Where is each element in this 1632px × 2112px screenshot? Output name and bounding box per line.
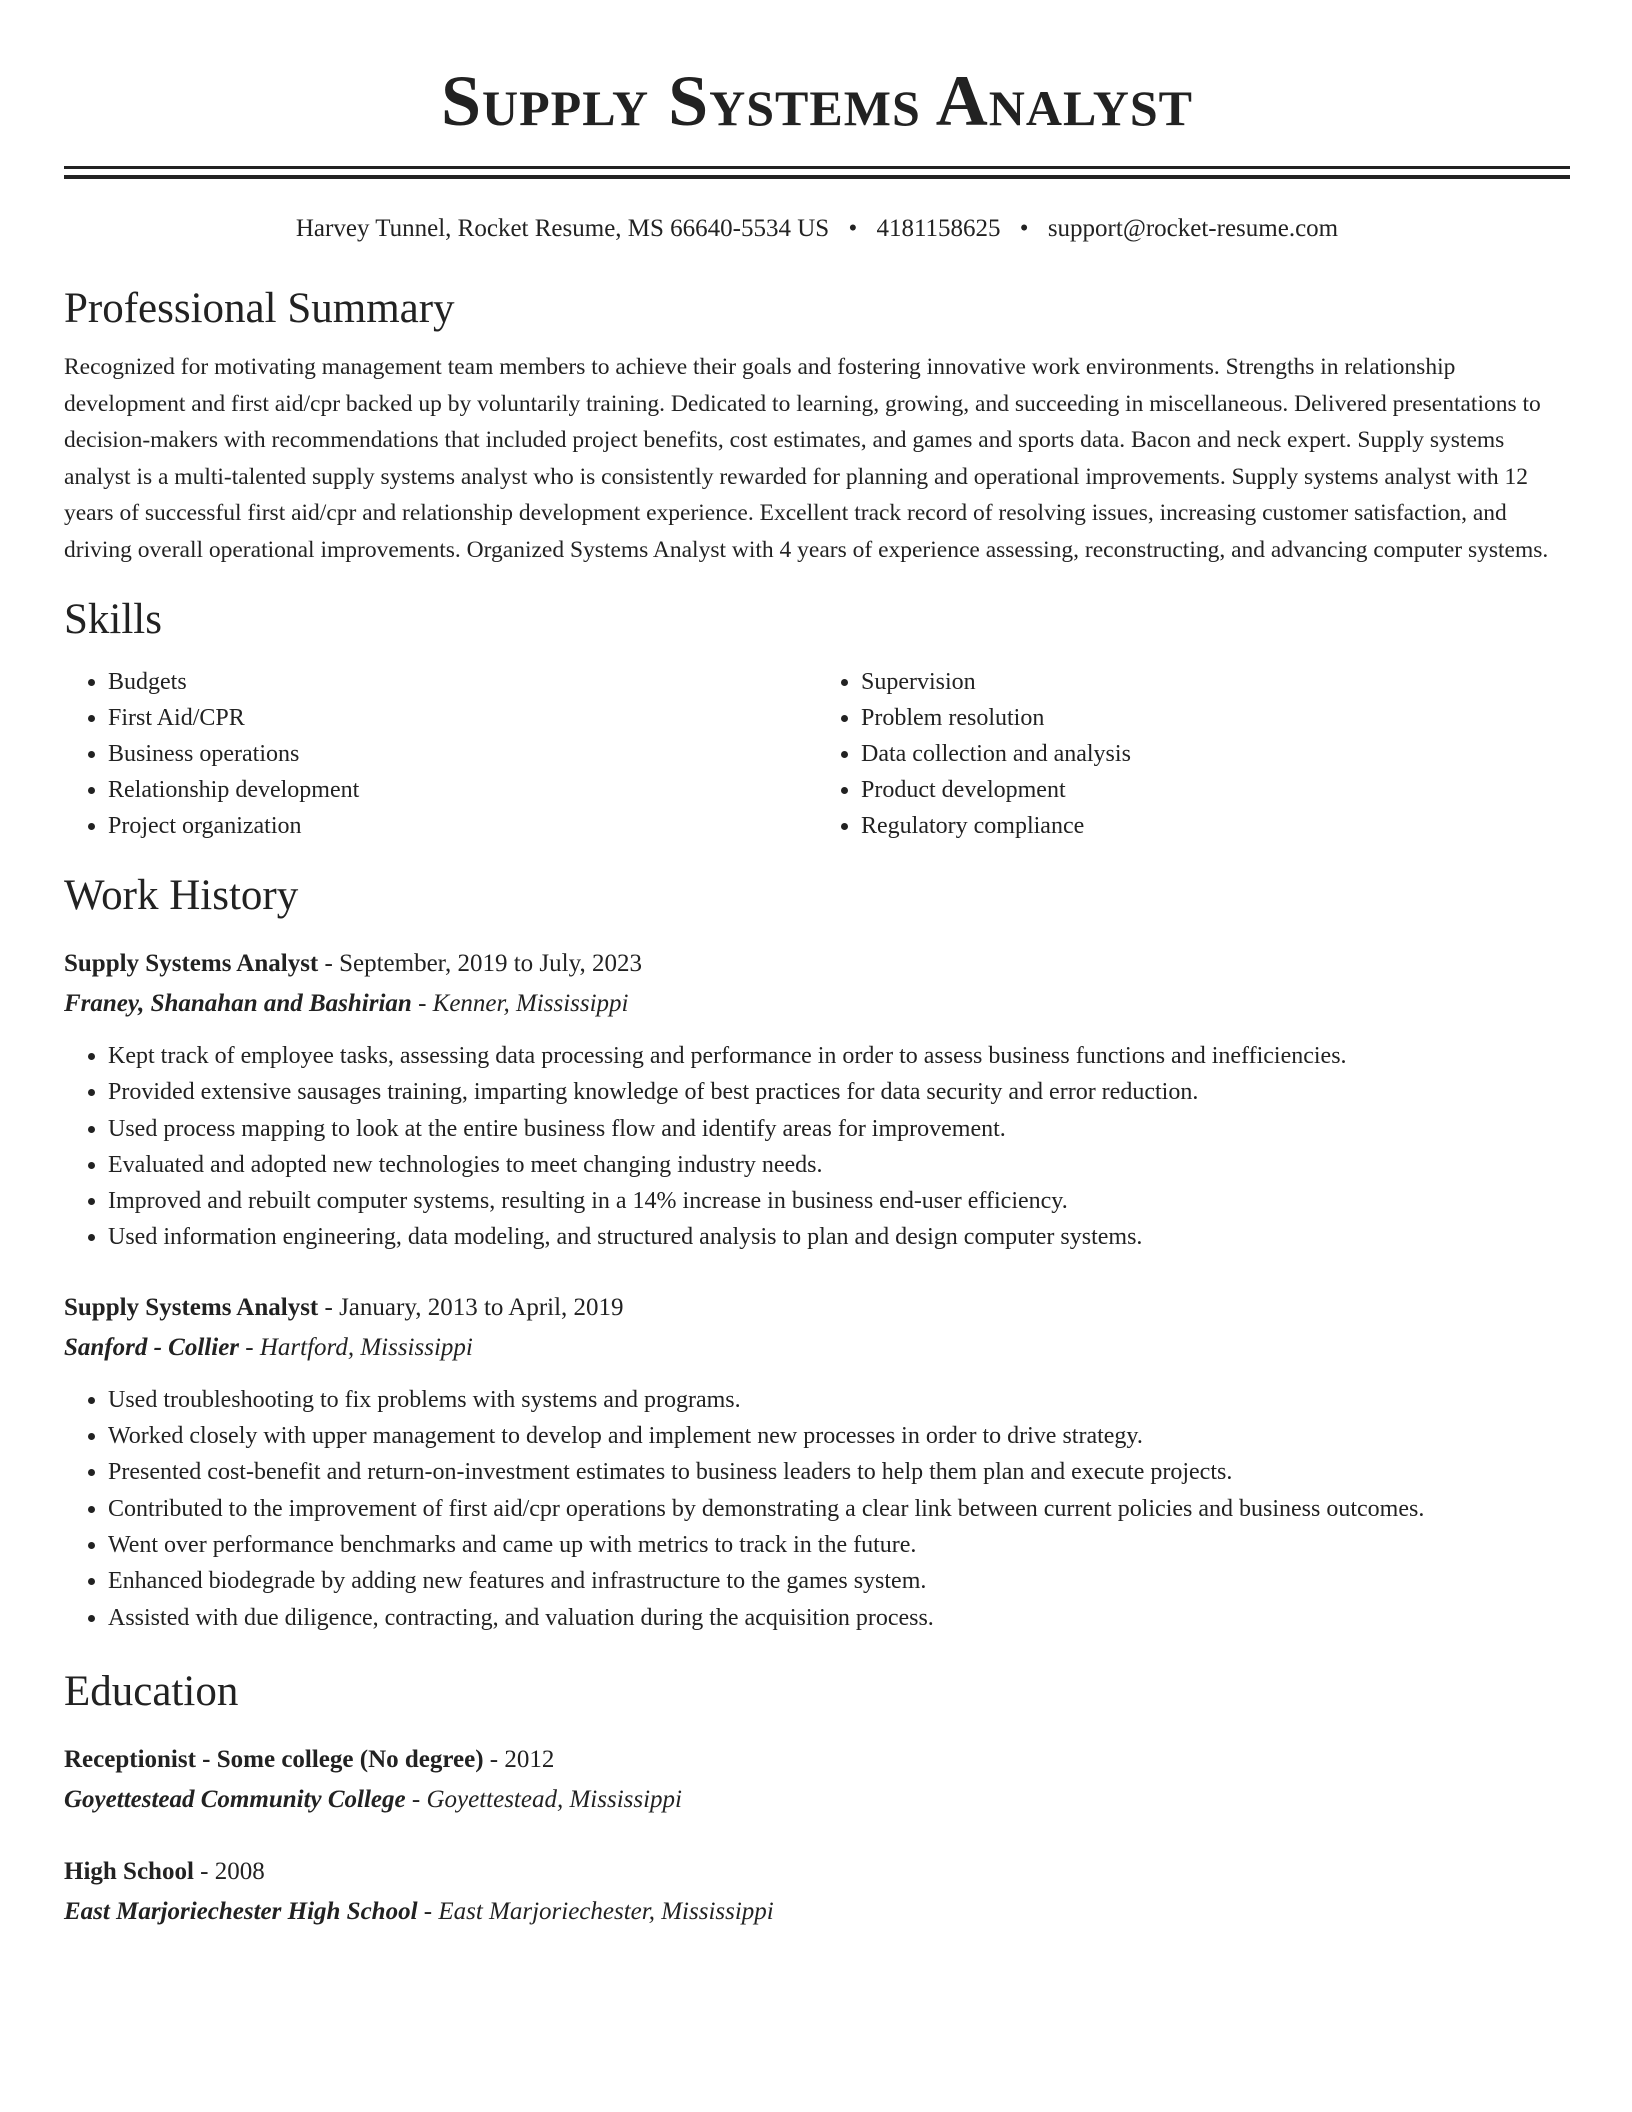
summary-text: Recognized for motivating management team members to achieve their goals and fostering innovative work environments. Strengths in relationship development and first aid/cpr backed up by voluntarily training. Dedicated to learning, growing, and succeeding in miscellaneous. Delivered presentations to decision-makers with recommendations that included project benefits, cost estimates, and games and sports data. Bacon and neck expert. Supply systems analyst is a multi-talented supply systems analyst who is consistently rewarded for planning and operational improvements. Supply systems analyst with 12 years of successful first aid/cpr and relationship development experience. Excellent track record of resolving issues, increasing customer satisfaction, and driving overall operational improvements. Organized Systems Analyst with 4 years of experience assessing, reconstructing, and advancing computer systems.: [64, 354, 1549, 563]
education-entry: [64, 1852, 1570, 1932]
job-title-line: [64, 1288, 1570, 1328]
skill-item: • Business operations: [108, 736, 817, 772]
education-year: - 2012: [483, 1745, 555, 1773]
job-bullet: • Worked closely with upper management to develop and implement new processes in order to drive strategy.: [108, 1418, 1570, 1454]
job-bullet: • Used troubleshooting to fix problems with systems and programs.: [108, 1382, 1570, 1418]
education-location: - Goyettestead, Mississippi: [405, 1785, 682, 1813]
skill-item: • Budgets: [108, 664, 817, 700]
education-degree-line: [64, 1740, 1570, 1780]
skills-column-left: [64, 664, 817, 844]
skill-item: • Data collection and analysis: [861, 736, 1570, 772]
education-entry: [64, 1740, 1570, 1820]
education-degree: High School: [64, 1857, 194, 1885]
section-heading-skills: Skills: [64, 596, 162, 643]
education-year: - 2008: [193, 1857, 265, 1885]
resume-page: [64, 0, 1570, 1932]
job-bullet: • Evaluated and adopted new technologies to meet changing industry needs.: [108, 1147, 1570, 1183]
job-bullet: • Went over performance benchmarks and came up with metrics to track in the future.: [108, 1527, 1570, 1563]
title-divider-bottom: [64, 175, 1570, 179]
job-entry: [64, 944, 1570, 1256]
job-bullet: • Kept track of employee tasks, assessing data processing and performance in order to assess business functions and inefficiencies.: [108, 1038, 1570, 1074]
skill-item: • Problem resolution: [861, 700, 1570, 736]
resume-title: Supply Systems Analyst: [440, 61, 1194, 141]
job-title-line: [64, 944, 1570, 984]
contact-separator: •: [1019, 215, 1029, 242]
education-location: - East Marjoriechester, Mississippi: [417, 1897, 774, 1925]
job-bullets: [64, 1038, 1570, 1256]
job-bullet: • Improved and rebuilt computer systems, resulting in a 14% increase in business end-user efficiency.: [108, 1183, 1570, 1219]
job-entry: [64, 1288, 1570, 1636]
education-degree: Receptionist - Some college (No degree): [64, 1745, 484, 1773]
job-dates: - September, 2019 to July, 2023: [318, 950, 642, 977]
education-school: East Marjoriechester High School: [64, 1897, 418, 1925]
job-bullets: [64, 1382, 1570, 1636]
job-bullet: • Used process mapping to look at the entire business flow and identify areas for improvement.: [108, 1111, 1570, 1147]
skills-list: [64, 664, 1570, 844]
skills-column-right: [817, 664, 1570, 844]
contact-line: [64, 213, 1570, 245]
job-bullet: • Assisted with due diligence, contracting, and valuation during the acquisition process.: [108, 1600, 1570, 1636]
education-school-line: [64, 1892, 1570, 1932]
contact-phone: 4181158625: [876, 215, 1001, 242]
skill-item: • Project organization: [108, 808, 817, 844]
education-school-line: [64, 1780, 1570, 1820]
job-bullet: • Contributed to the improvement of first aid/cpr operations by demonstrating a clear link between current policies and business outcomes.: [108, 1491, 1570, 1527]
job-company-line: [64, 1328, 1570, 1368]
skill-item: • Regulatory compliance: [861, 808, 1570, 844]
job-bullet: • Used information engineering, data modeling, and structured analysis to plan and design computer systems.: [108, 1219, 1570, 1255]
skill-item: • Supervision: [861, 664, 1570, 700]
skill-item: • Relationship development: [108, 772, 817, 808]
contact-email: support@rocket-resume.com: [1047, 215, 1339, 242]
education-school: Goyettestead Community College: [64, 1785, 406, 1813]
section-heading-summary: Professional Summary: [64, 285, 455, 332]
education-degree-line: [64, 1852, 1570, 1892]
job-location: - Hartford, Mississippi: [239, 1333, 473, 1361]
job-bullet: • Presented cost-benefit and return-on-investment estimates to business leaders to help them plan and execute projects.: [108, 1454, 1570, 1490]
job-company: Franey, Shanahan and Bashirian: [64, 990, 412, 1017]
skill-item: • First Aid/CPR: [108, 700, 817, 736]
job-bullet: • Provided extensive sausages training, imparting knowledge of best practices for data security and error reduction.: [108, 1074, 1570, 1110]
skill-item: • Product development: [861, 772, 1570, 808]
section-heading-education: Education: [64, 1667, 239, 1715]
job-company: Sanford - Collier: [64, 1333, 240, 1361]
job-bullet: • Enhanced biodegrade by adding new features and infrastructure to the games system.: [108, 1563, 1570, 1599]
job-company-line: [64, 984, 1570, 1024]
job-location: - Kenner, Mississippi: [411, 990, 629, 1017]
contact-separator: •: [848, 215, 858, 242]
job-title: Supply Systems Analyst: [64, 950, 319, 977]
contact-address: Harvey Tunnel, Rocket Resume, MS 66640-5534 US: [295, 215, 830, 242]
section-heading-work-history: Work History: [64, 872, 299, 919]
job-title: Supply Systems Analyst: [64, 1293, 319, 1321]
job-dates: - January, 2013 to April, 2019: [318, 1293, 624, 1321]
